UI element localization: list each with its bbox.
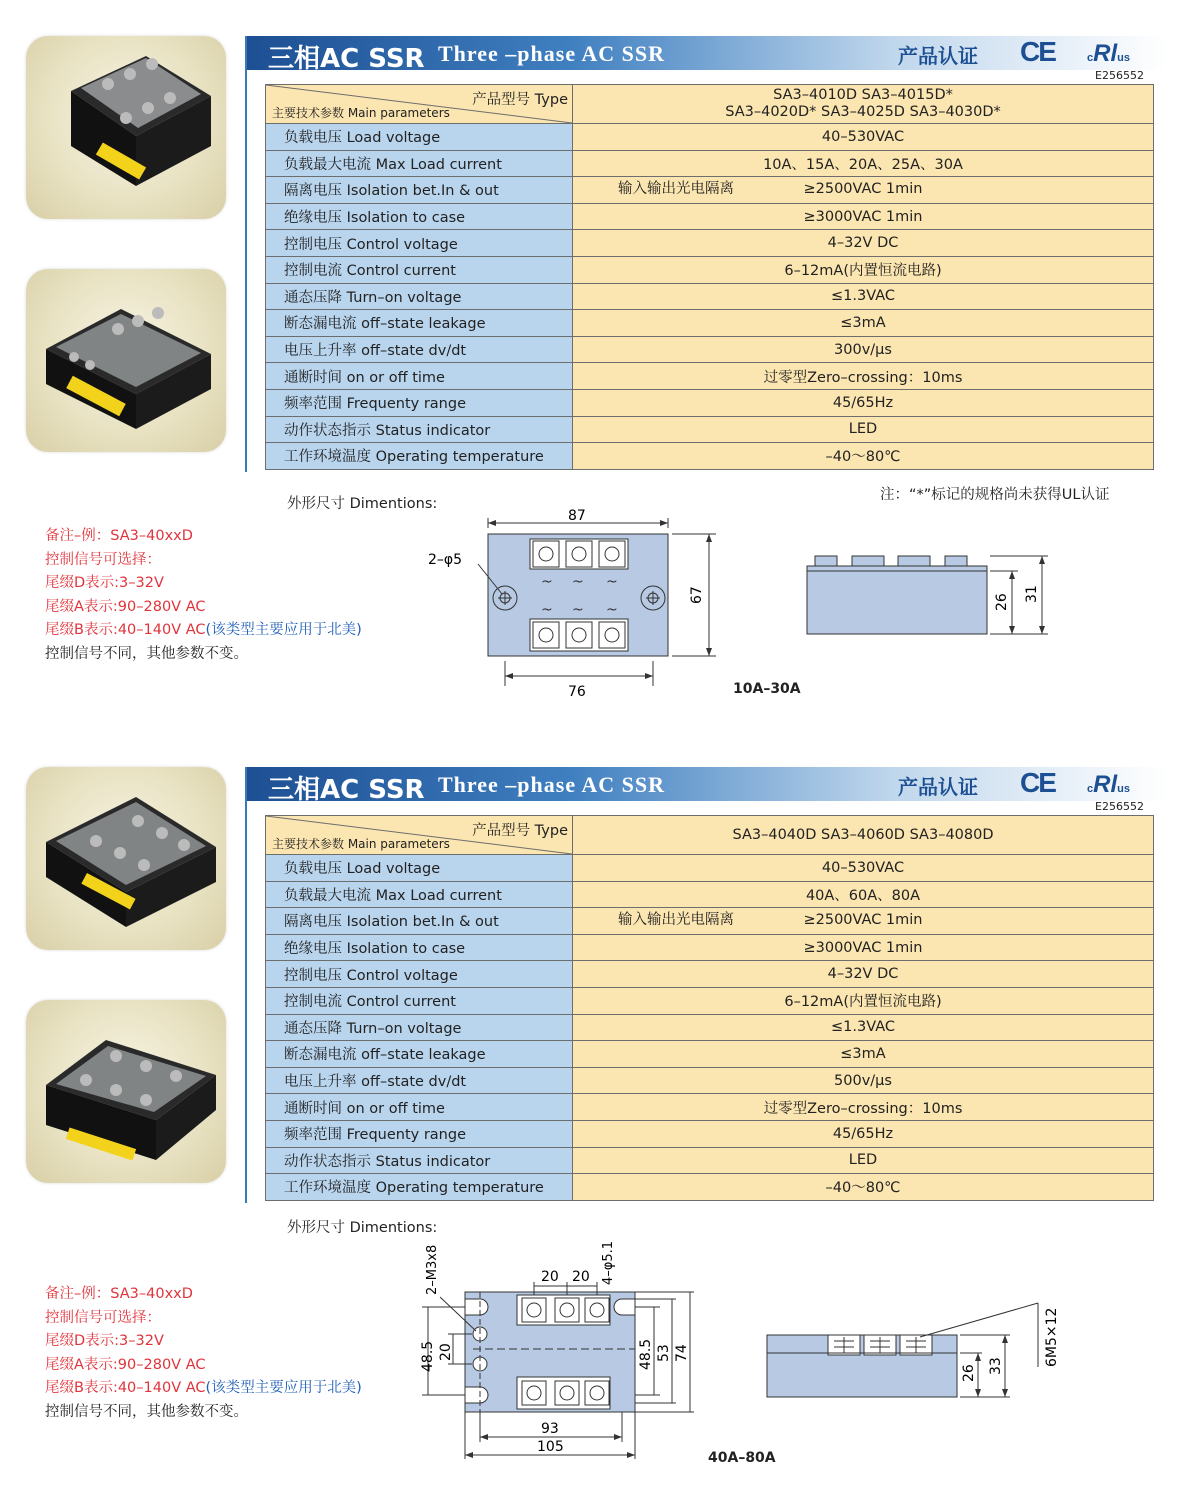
type-label: 产品型号 Type — [472, 92, 568, 108]
models-line-1: SA3–4040D SA3–4060D SA3–4080D — [732, 827, 994, 843]
product-photo-1 — [26, 36, 226, 219]
remarks-block: 备注–例：SA3–40xxD 控制信号可选择： 尾缀D表示:3–32V 尾缀A表示:90–280V AC 尾缀B表示:40–140V AC(该类型主要应用于北美) 控制信号不同，其他参数不变。 — [45, 1286, 362, 1420]
table-row: 通断时间 on or off time 过零型Zero–crossing：10ms — [266, 363, 1154, 390]
table-row: 电压上升率 off–state dv/dt 300v/μs — [266, 336, 1154, 363]
dimension-drawing-top-view — [420, 506, 730, 706]
remarks-block: 备注–例：SA3–40xxD 控制信号可选择： 尾缀D表示:3–32V 尾缀A表示:90–280V AC 尾缀B表示:40–140V AC(该类型主要应用于北美) 控制信号不同，其他参数不变。 — [45, 528, 362, 662]
ul-logo: cRlus — [1087, 40, 1130, 67]
dim-left-inner: 20 — [438, 1343, 454, 1361]
isolation-note: 输入输出光电隔离 — [618, 181, 734, 198]
main-params-label: 主要技术参数 Main parameters — [272, 106, 450, 120]
type-label: 产品型号 Type — [472, 823, 568, 839]
svg-text:~: ~ — [572, 602, 584, 618]
table-row: 频率范围 Frequenty range 45/65Hz — [266, 389, 1154, 416]
main-params-label: 主要技术参数 Main parameters — [272, 837, 450, 851]
dim-hole-spacing: 93 — [541, 1421, 559, 1437]
table-row: 隔离电压 Isolation bet.In & out 输入输出光电隔离 ≥2500VAC 1min — [266, 177, 1154, 204]
dim-width: 105 — [537, 1439, 564, 1455]
ul-logo: cRlus — [1087, 771, 1130, 798]
table-row: 工作环境温度 Operating temperature –40～80℃ — [266, 443, 1154, 470]
cert-number: E256552 — [1095, 69, 1144, 82]
dim-pitch-2: 20 — [572, 1269, 590, 1285]
table-row: 负载最大电流 Max Load current 40A、60A、80A — [266, 881, 1154, 908]
spec-table — [265, 815, 1154, 1201]
dim-hole: 2–φ5 — [428, 552, 463, 568]
models-cell — [573, 85, 1154, 124]
dim-side-h2: 31 — [1024, 585, 1040, 603]
table-row: 电压上升率 off–state dv/dt 500v/μs — [266, 1067, 1154, 1094]
cert-number: E256552 — [1095, 800, 1144, 813]
title-cn: 三相AC SSR — [268, 775, 425, 805]
models-line-2: SA3–4020D* SA3–4025D SA3–4030D* — [725, 104, 1001, 120]
product-photo-4 — [26, 1000, 226, 1183]
isolation-note: 输入输出光电隔离 — [618, 912, 734, 929]
table-row: 控制电流 Control current 6–12mA(内置恒流电路) — [266, 987, 1154, 1014]
dim-pitch-1: 20 — [541, 1269, 559, 1285]
table-row: 断态漏电流 off–state leakage ≤3mA — [266, 1041, 1154, 1068]
dim-hole: 4–φ5.1 — [601, 1240, 616, 1285]
accent-line — [245, 36, 247, 472]
dim-left-outer: 48.5 — [420, 1340, 436, 1372]
dim-side-h1: 26 — [994, 593, 1010, 611]
title-en: Three –phase AC SSR — [438, 41, 666, 66]
product-photo-2 — [26, 269, 226, 452]
drawing-caption: 10A–30A — [733, 681, 801, 697]
table-header-row — [266, 85, 1154, 124]
drawing-caption: 40A–80A — [708, 1450, 776, 1466]
title-cn: 三相AC SSR — [268, 44, 425, 74]
dimension-drawing-top-view — [410, 1237, 700, 1467]
accent-line — [245, 767, 247, 1203]
svg-text:~: ~ — [606, 574, 618, 590]
dim-right-outer: 74 — [674, 1344, 690, 1362]
dim-width: 87 — [568, 508, 586, 524]
table-row: 控制电流 Control current 6–12mA(内置恒流电路) — [266, 256, 1154, 283]
dimension-drawing-side-view — [800, 546, 1060, 646]
dimension-drawing-side-view — [760, 1297, 1070, 1417]
spec-table — [265, 84, 1154, 470]
svg-text:~: ~ — [541, 574, 553, 590]
title-en: Three –phase AC SSR — [438, 772, 666, 797]
ul-note: 注：“*”标记的规格尚未获得UL认证 — [880, 487, 1110, 503]
dim-side-h1: 26 — [961, 1364, 977, 1382]
product-photo-3 — [26, 767, 226, 950]
models-cell — [573, 816, 1154, 855]
dimensions-label: 外形尺寸 Dimentions: — [287, 1220, 438, 1236]
table-row: 动作状态指示 Status indicator LED — [266, 416, 1154, 443]
table-row: 频率范围 Frequenty range 45/65Hz — [266, 1120, 1154, 1147]
table-row: 通态压降 Turn–on voltage ≤1.3VAC — [266, 283, 1154, 310]
table-row: 绝缘电压 Isolation to case ≥3000VAC 1min — [266, 934, 1154, 961]
cert-label: 产品认证 — [898, 775, 978, 799]
param-header-cell — [266, 85, 573, 124]
dim-side-h2: 33 — [988, 1357, 1004, 1375]
dim-height: 67 — [689, 586, 705, 604]
dim-right-mid: 53 — [656, 1344, 672, 1362]
table-row: 控制电压 Control voltage 4–32V DC — [266, 230, 1154, 257]
table-row: 负载电压 Load voltage 40–530VAC — [266, 855, 1154, 882]
table-row: 工作环境温度 Operating temperature –40～80℃ — [266, 1174, 1154, 1201]
dim-right-inner: 48.5 — [638, 1338, 654, 1370]
param-header-cell — [266, 816, 573, 855]
svg-text:~: ~ — [541, 602, 553, 618]
table-row: 负载最大电流 Max Load current 10A、15A、20A、25A、30A — [266, 150, 1154, 177]
dim-side-screw: 6M5×12 — [1044, 1307, 1060, 1367]
ce-logo: CE — [1020, 36, 1055, 67]
svg-text:~: ~ — [572, 574, 584, 590]
table-row: 控制电压 Control voltage 4–32V DC — [266, 961, 1154, 988]
table-row: 负载电压 Load voltage 40–530VAC — [266, 124, 1154, 151]
models-line-1: SA3–4010D SA3–4015D* — [773, 87, 953, 103]
dim-screw: 2–M3x8 — [425, 1244, 440, 1295]
table-row: 通态压降 Turn–on voltage ≤1.3VAC — [266, 1014, 1154, 1041]
dim-hole-spacing: 76 — [568, 684, 586, 700]
dimensions-label: 外形尺寸 Dimentions: — [287, 496, 438, 512]
svg-text:~: ~ — [606, 602, 618, 618]
table-row: 隔离电压 Isolation bet.In & out 输入输出光电隔离 ≥2500VAC 1min — [266, 908, 1154, 935]
table-row: 绝缘电压 Isolation to case ≥3000VAC 1min — [266, 203, 1154, 230]
cert-label: 产品认证 — [898, 44, 978, 68]
table-row: 动作状态指示 Status indicator LED — [266, 1147, 1154, 1174]
table-row: 断态漏电流 off–state leakage ≤3mA — [266, 310, 1154, 337]
table-row: 通断时间 on or off time 过零型Zero–crossing：10ms — [266, 1094, 1154, 1121]
table-header-row — [266, 816, 1154, 855]
ce-logo: CE — [1020, 767, 1055, 798]
